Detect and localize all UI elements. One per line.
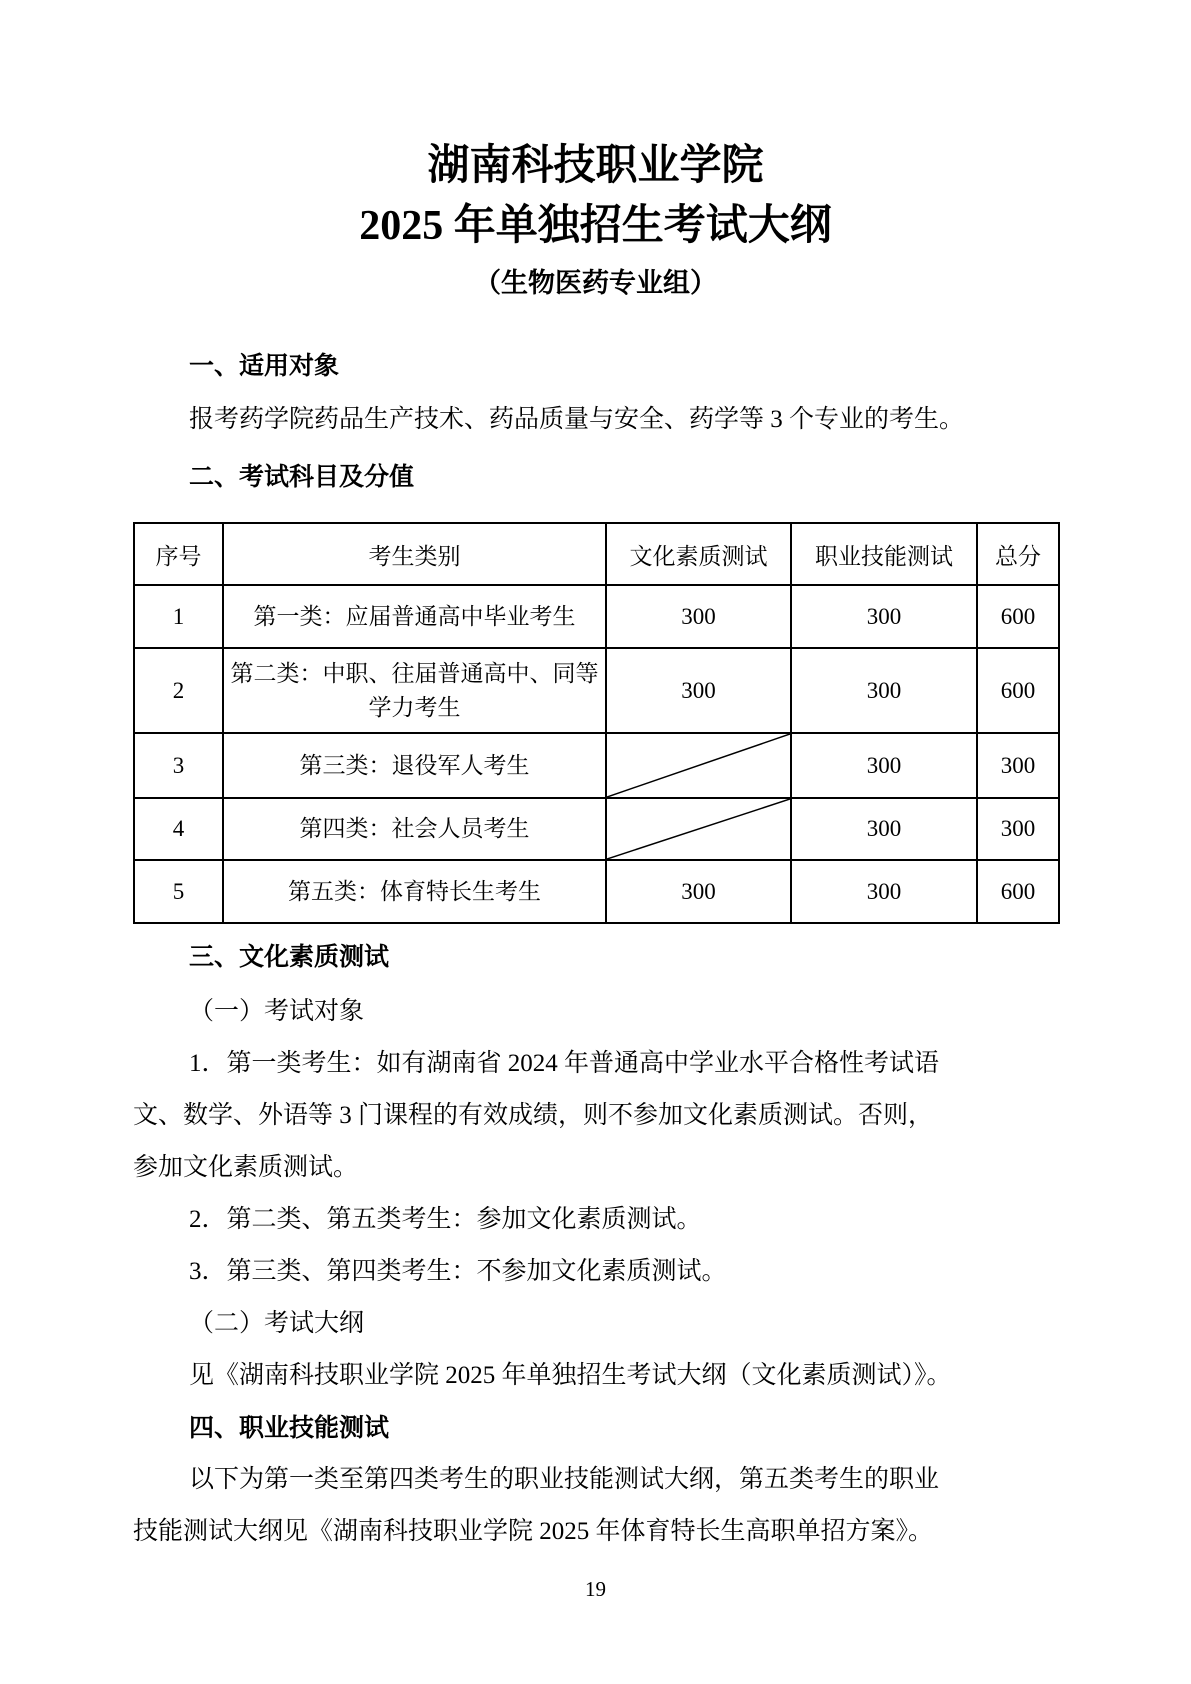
- section-3-sub1-heading: （一）考试对象: [189, 998, 365, 1025]
- section-3-item1-line1: 1．第一类考生：如有湖南省 2024 年普通高中学业水平合格性考试语: [189, 1050, 940, 1077]
- cell-row-number: 5: [134, 860, 223, 923]
- cell-total-score: 600: [977, 860, 1059, 923]
- section-1-heading: 一、适用对象: [189, 352, 340, 380]
- slash-cell: [606, 798, 791, 860]
- col-header-skill-test: 职业技能测试: [791, 523, 977, 585]
- cell-culture-score: 300: [606, 648, 791, 733]
- section-3-item1-line2: 文、数学、外语等 3 门课程的有效成绩，则不参加文化素质测试。否则，: [133, 1102, 934, 1129]
- section-3-item1-line3: 参加文化素质测试。: [133, 1154, 359, 1181]
- table-row: [134, 798, 1059, 860]
- slash-cell: [606, 733, 791, 798]
- col-header-culture-test: 文化素质测试: [606, 523, 791, 585]
- cell-row-number: 3: [134, 733, 223, 798]
- table-row: [134, 860, 1059, 923]
- cell-skill-score: 300: [791, 798, 977, 860]
- doc-subtitle: （生物医药专业组）: [474, 268, 717, 298]
- score-table: [133, 522, 1060, 924]
- section-3-item3: 3．第三类、第四类考生：不参加文化素质测试。: [189, 1258, 727, 1285]
- cell-skill-score: 300: [791, 733, 977, 798]
- cell-category: 第二类：中职、往届普通高中、同等学力考生: [223, 648, 606, 733]
- cell-category: 第五类：体育特长生考生: [223, 860, 606, 923]
- section-4-heading: 四、职业技能测试: [189, 1414, 390, 1442]
- cell-category: 第三类：退役军人考生: [223, 733, 606, 798]
- doc-title-line1: 湖南科技职业学院: [427, 143, 764, 189]
- cell-total-score: 300: [977, 798, 1059, 860]
- cell-category: 第四类：社会人员考生: [223, 798, 606, 860]
- cell-total-score: 600: [977, 585, 1059, 648]
- cell-skill-score: 300: [791, 648, 977, 733]
- cell-row-number: 1: [134, 585, 223, 648]
- diagonal-slash-icon: [607, 734, 790, 797]
- section-3-item2: 2．第二类、第五类考生：参加文化素质测试。: [189, 1206, 702, 1233]
- table-header-row: [134, 523, 1059, 585]
- col-header-total: 总分: [977, 523, 1059, 585]
- section-3-sub2-heading: （二）考试大纲: [189, 1310, 365, 1337]
- cell-skill-score: 300: [791, 585, 977, 648]
- cell-total-score: 600: [977, 648, 1059, 733]
- section-3-heading: 三、文化素质测试: [189, 943, 390, 971]
- cell-skill-score: 300: [791, 860, 977, 923]
- cell-culture-score: 300: [606, 585, 791, 648]
- section-4-body-line2: 技能测试大纲见《湖南科技职业学院 2025 年体育特长生高职单招方案》。: [133, 1518, 934, 1545]
- section-1-body: 报考药学院药品生产技术、药品质量与安全、药学等 3 个专业的考生。: [189, 406, 965, 433]
- table-row: [134, 648, 1059, 733]
- cell-row-number: 4: [134, 798, 223, 860]
- cell-row-number: 2: [134, 648, 223, 733]
- col-header-number: 序号: [134, 523, 223, 585]
- col-header-category: 考生类别: [223, 523, 606, 585]
- table-row: [134, 585, 1059, 648]
- section-3-sub2-body: 见《湖南科技职业学院 2025 年单独招生考试大纲（文化素质测试）》。: [189, 1362, 952, 1389]
- cell-culture-score: 300: [606, 860, 791, 923]
- cell-total-score: 300: [977, 733, 1059, 798]
- doc-title-line2: 2025 年单独招生考试大纲: [359, 203, 832, 249]
- cell-category: 第一类：应届普通高中毕业考生: [223, 585, 606, 648]
- page-number: 19: [585, 1577, 606, 1601]
- diagonal-slash-icon: [607, 799, 790, 859]
- section-4-body-line1: 以下为第一类至第四类考生的职业技能测试大纲，第五类考生的职业: [189, 1466, 940, 1493]
- table-row: [134, 733, 1059, 798]
- section-2-heading: 二、考试科目及分值: [189, 463, 415, 491]
